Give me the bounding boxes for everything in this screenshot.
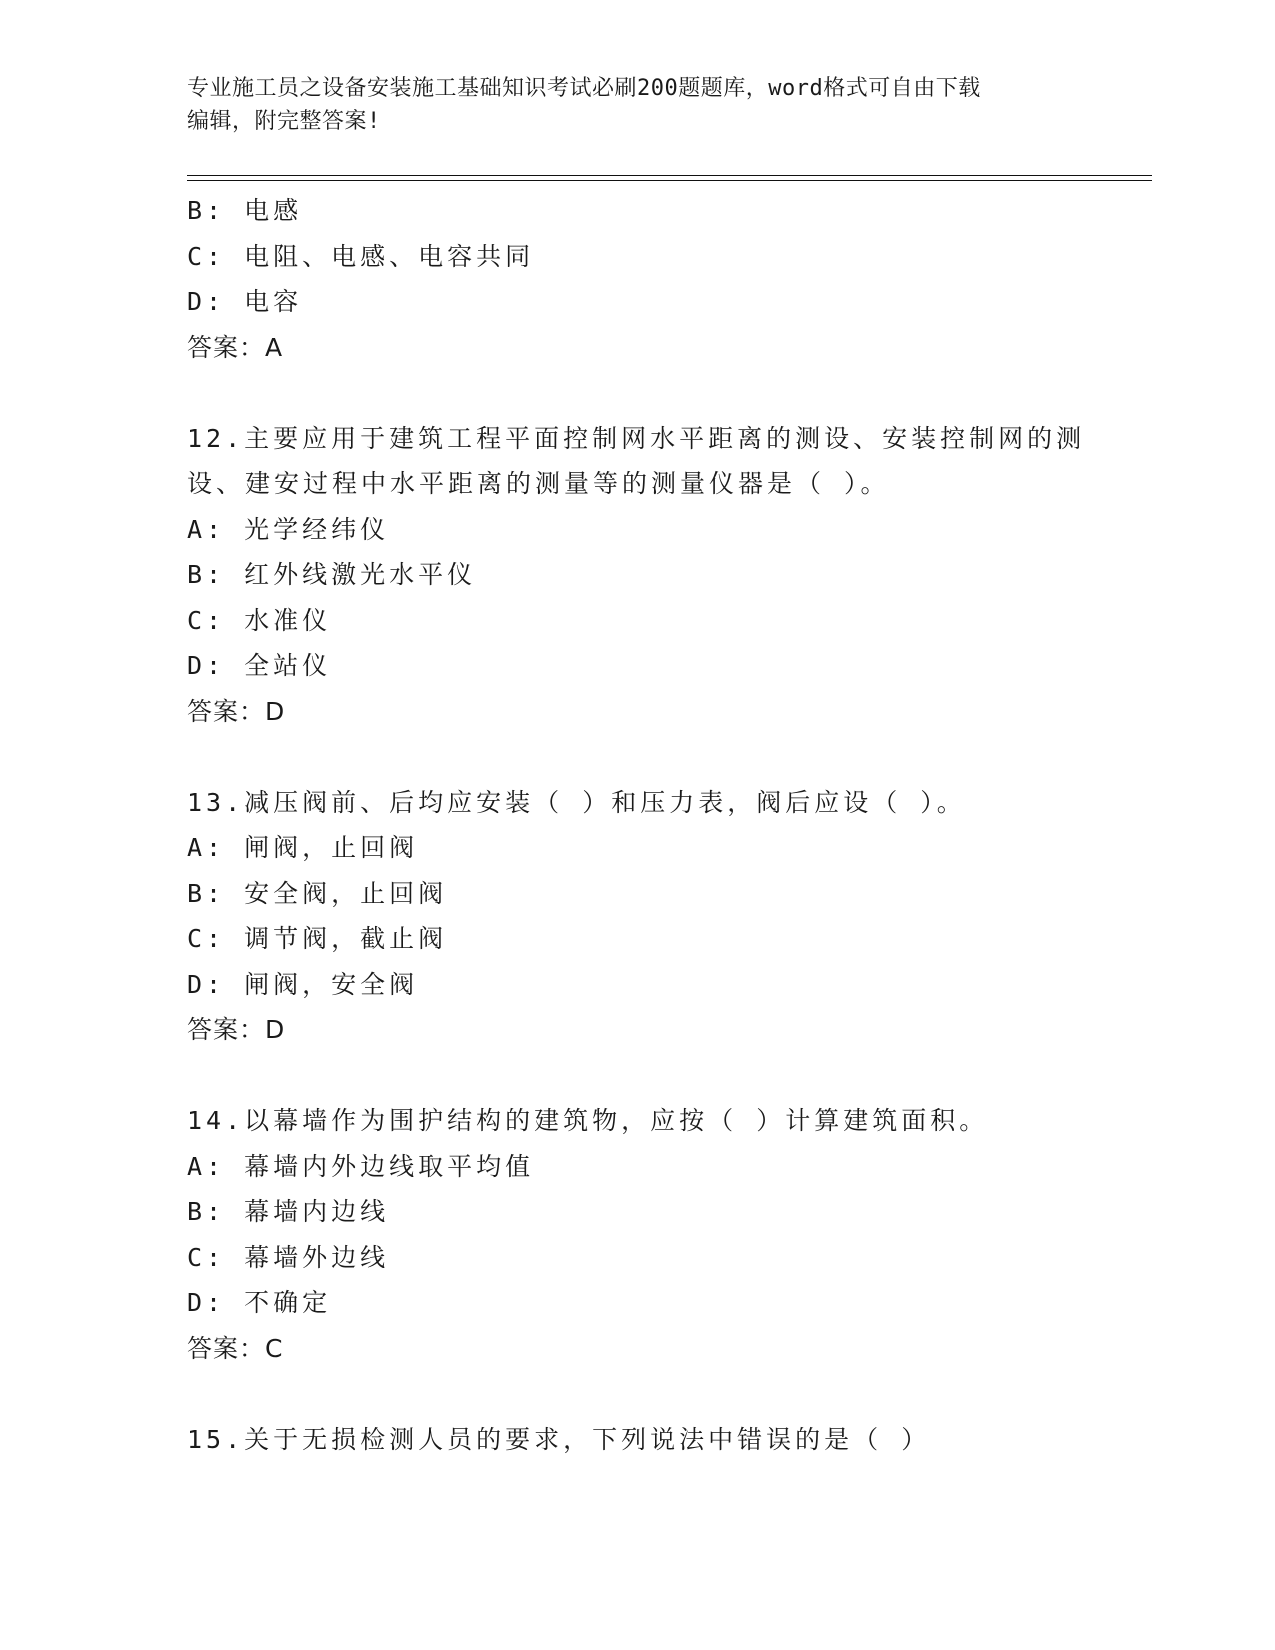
- q11-option-b: B: 电感: [187, 196, 303, 225]
- header-divider-top: [187, 175, 1152, 176]
- question-11: [187, 188, 1117, 370]
- q13-answer: 答案：D: [187, 1015, 286, 1044]
- q15-stem: 15.关于无损检测人员的要求，下列说法中错误的是（ ）: [187, 1424, 931, 1454]
- spacer: [187, 1371, 1117, 1417]
- question-list: [187, 188, 1117, 1462]
- q12-answer: 答案：D: [187, 696, 286, 726]
- q12-option-c: C: 水准仪: [187, 605, 332, 635]
- q13-option-a: A: 闸阀，止回阀: [187, 833, 419, 862]
- header-title-line-2: 编辑，附完整答案!: [187, 109, 381, 134]
- q14-option-c: C: 幕墙外边线: [187, 1242, 390, 1272]
- q13-option-c: C: 调节阀，截止阀: [187, 924, 448, 953]
- q11-option-d: D: 电容: [187, 287, 303, 316]
- q13-option-b: B: 安全阀，止回阀: [187, 878, 448, 908]
- q12-stem-line-1: 12.主要应用于建筑工程平面控制网水平距离的测设、安装控制网的测: [187, 423, 1086, 453]
- question-13: [187, 780, 1117, 1053]
- question-14: [187, 1098, 1117, 1371]
- q14-answer: 答案：C: [187, 1333, 284, 1363]
- q14-option-d: D: 不确定: [187, 1288, 332, 1317]
- document-header: [187, 72, 1077, 138]
- q12-option-a: A: 光学经纬仪: [187, 514, 390, 544]
- header-title-line-1: 专业施工员之设备安装施工基础知识考试必刷200题题库，word格式可自由下载: [187, 76, 981, 101]
- q12-option-d: D: 全站仪: [187, 651, 332, 680]
- q14-stem: 14.以幕墙作为围护结构的建筑物，应按（ ）计算建筑面积。: [187, 1106, 989, 1135]
- q12-stem-line-2: 设、建安过程中水平距离的测量等的测量仪器是（ ）。: [187, 469, 890, 498]
- q14-option-b: B: 幕墙内边线: [187, 1197, 390, 1226]
- spacer: [187, 1053, 1117, 1099]
- question-15: [187, 1417, 1117, 1463]
- q12-option-b: B: 红外线激光水平仪: [187, 560, 477, 589]
- q11-answer: 答案：A: [187, 332, 284, 362]
- question-12: [187, 416, 1117, 735]
- spacer: [187, 370, 1117, 416]
- q14-option-a: A: 幕墙内外边线取平均值: [187, 1151, 535, 1181]
- spacer: [187, 734, 1117, 780]
- q11-option-c: C: 电阻、电感、电容共同: [187, 241, 535, 271]
- header-divider-bottom: [187, 180, 1152, 181]
- q13-stem: 13.减压阀前、后均应安装（ ）和压力表，阀后应设（ ）。: [187, 787, 966, 817]
- q13-option-d: D: 闸阀，安全阀: [187, 969, 419, 999]
